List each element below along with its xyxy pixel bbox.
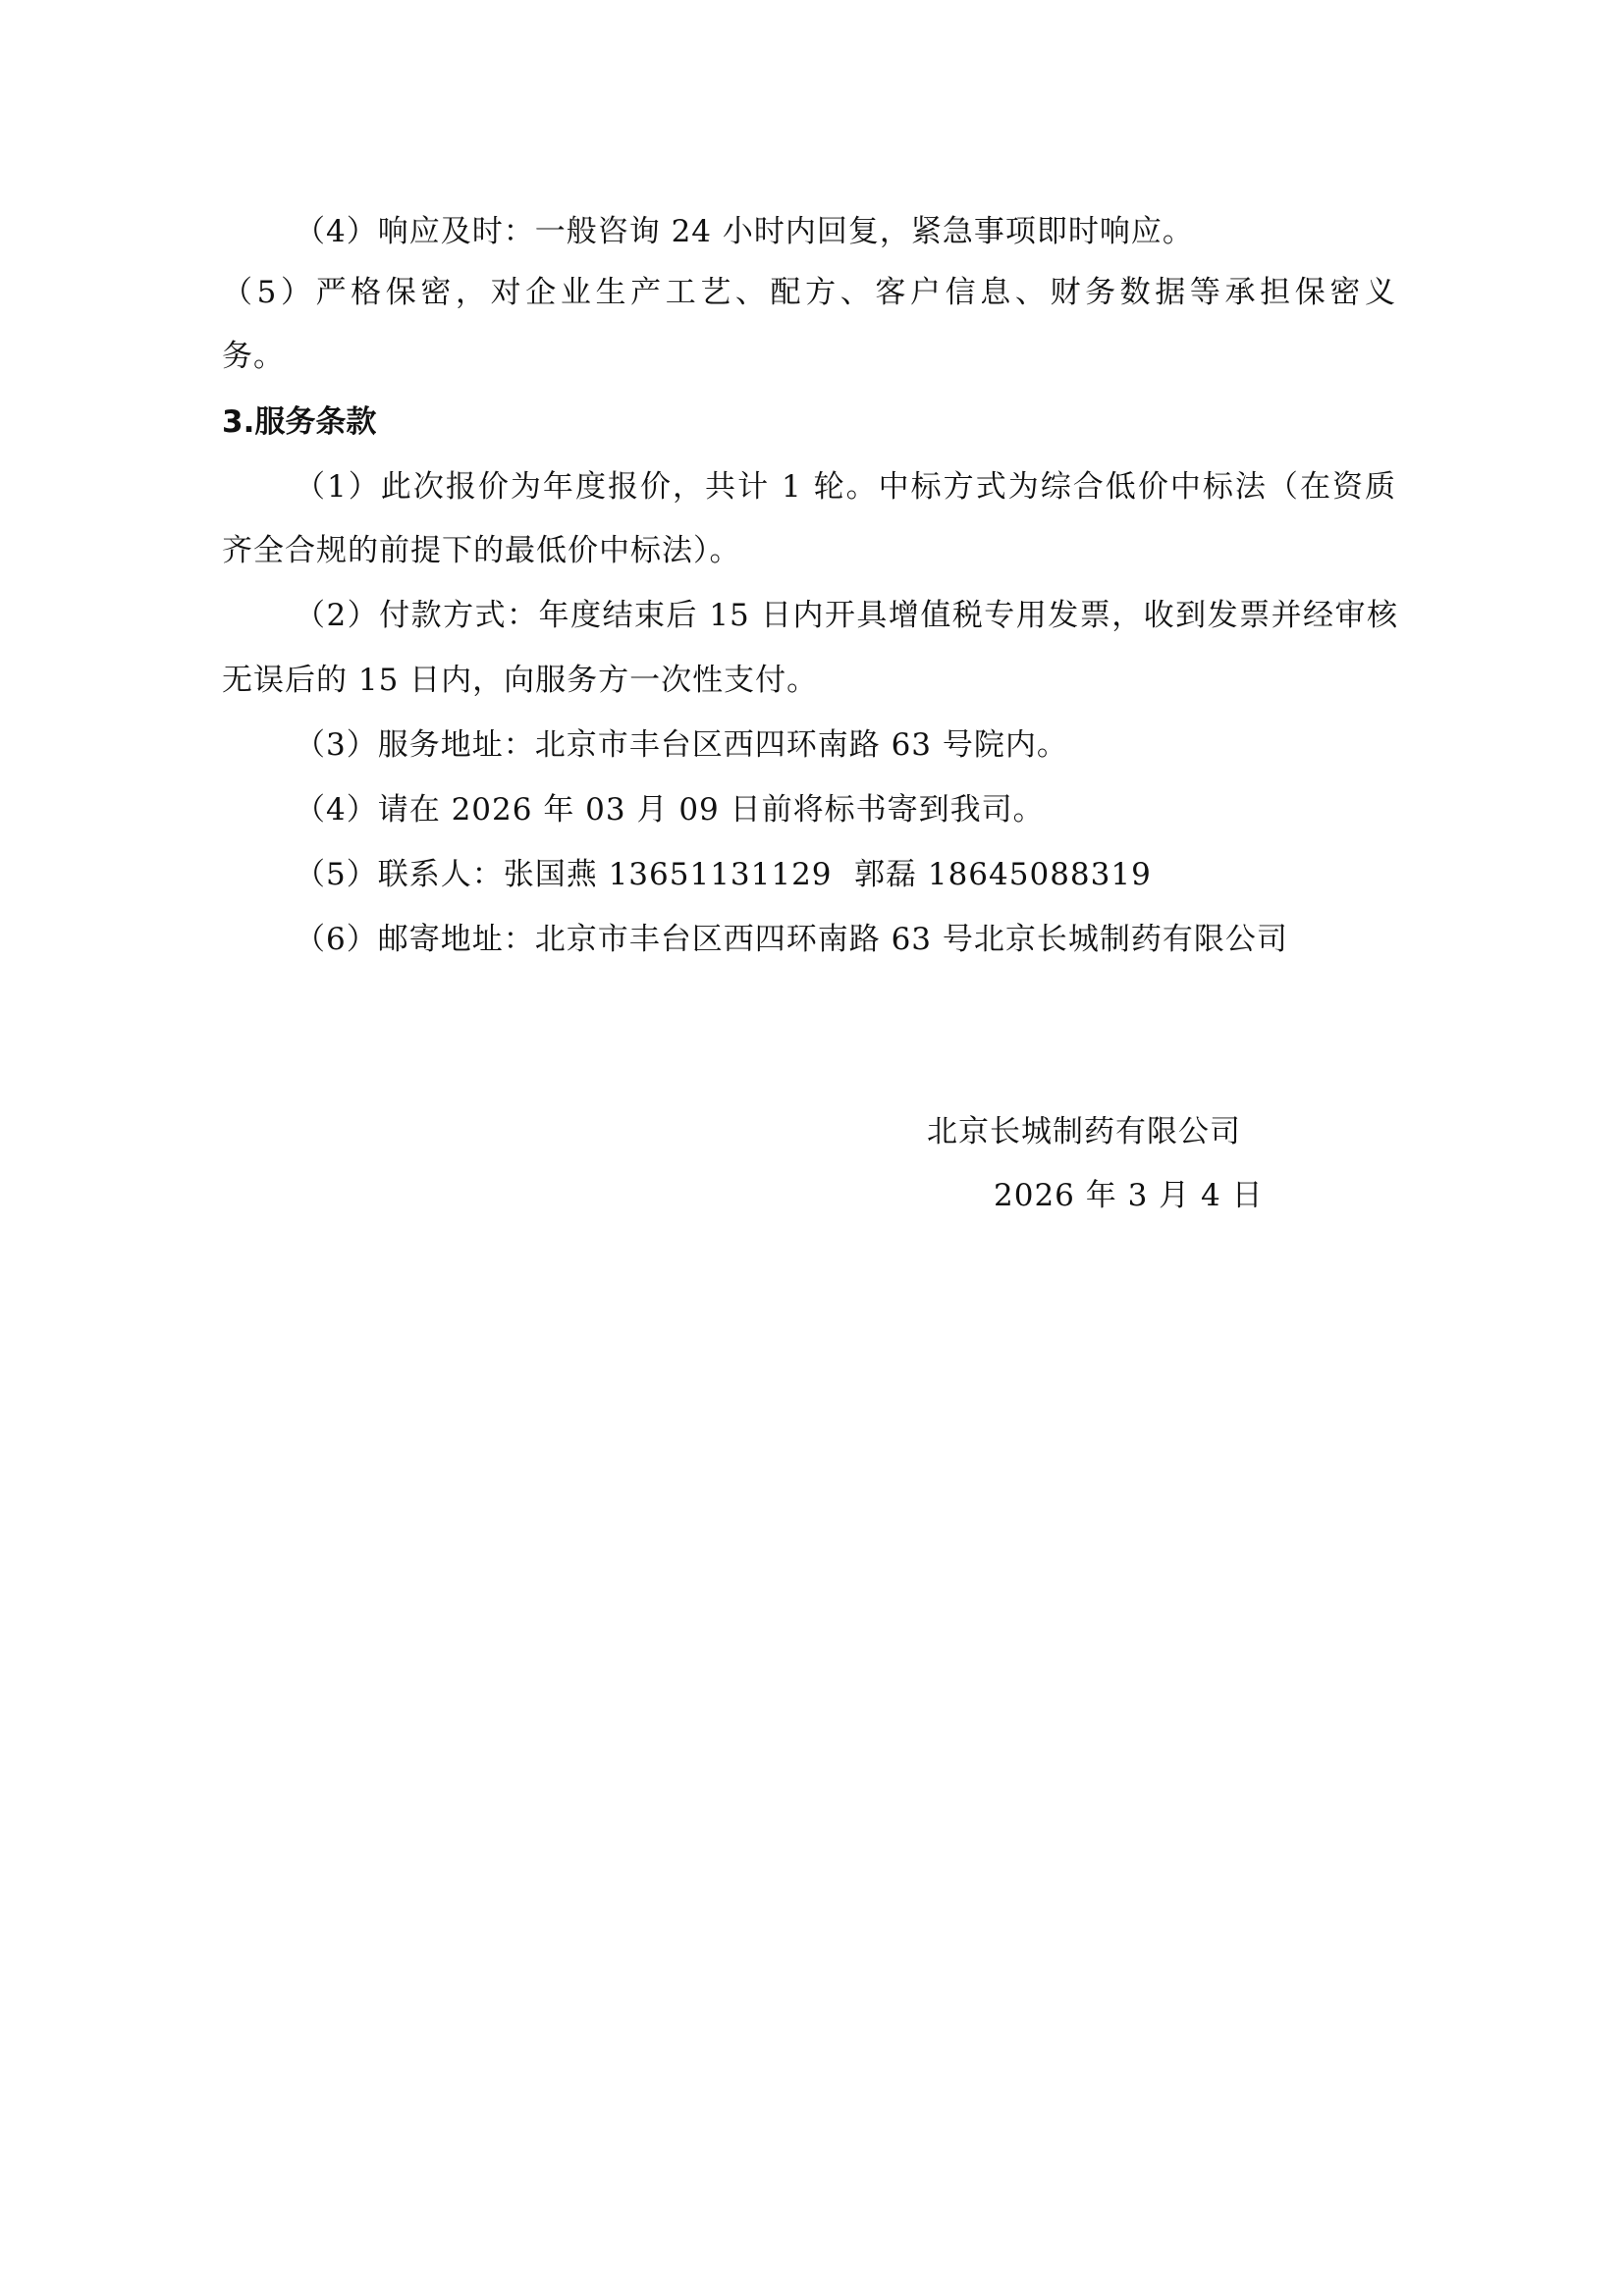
clause-1-line-1: （1）此次报价为年度报价，共计 1 轮。中标方式为综合低价中标法（在资质 — [295, 469, 1396, 505]
item-5-confidentiality-line-1: （5）严格保密，对企业生产工艺、配方、客户信息、财务数据等承担保密义 — [222, 275, 1396, 310]
clause-5-contact-secondary: 郭磊 18645088319 — [854, 857, 1152, 892]
clause-3-service-address: （3）服务地址：北京市丰台区西四环南路 63 号院内。 — [295, 727, 1068, 763]
clause-2-line-2: 无误后的 15 日内，向服务方一次性支付。 — [222, 663, 819, 698]
section-3-title: 3.服务条款 — [222, 404, 377, 440]
clause-5-contact-primary: （5）联系人：张国燕 13651131129 — [295, 857, 833, 892]
clause-6-mailing-address: （6）邮寄地址：北京市丰台区西四环南路 63 号北京长城制药有限公司 — [295, 922, 1288, 957]
item-5-confidentiality-line-2: 务。 — [222, 339, 285, 374]
clause-4-submission-deadline: （4）请在 2026 年 03 月 09 日前将标书寄到我司。 — [295, 792, 1045, 828]
clause-1-line-2: 齐全合规的前提下的最低价中标法）。 — [222, 533, 741, 568]
clause-2-line-1: （2）付款方式：年度结束后 15 日内开具增值税专用发票，收到发票并经审核 — [295, 598, 1398, 633]
signature-date: 2026 年 3 月 4 日 — [994, 1178, 1264, 1213]
signature-company: 北京长城制药有限公司 — [927, 1114, 1241, 1149]
item-4-response-time: （4）响应及时：一般咨询 24 小时内回复，紧急事项即时响应。 — [295, 214, 1194, 249]
